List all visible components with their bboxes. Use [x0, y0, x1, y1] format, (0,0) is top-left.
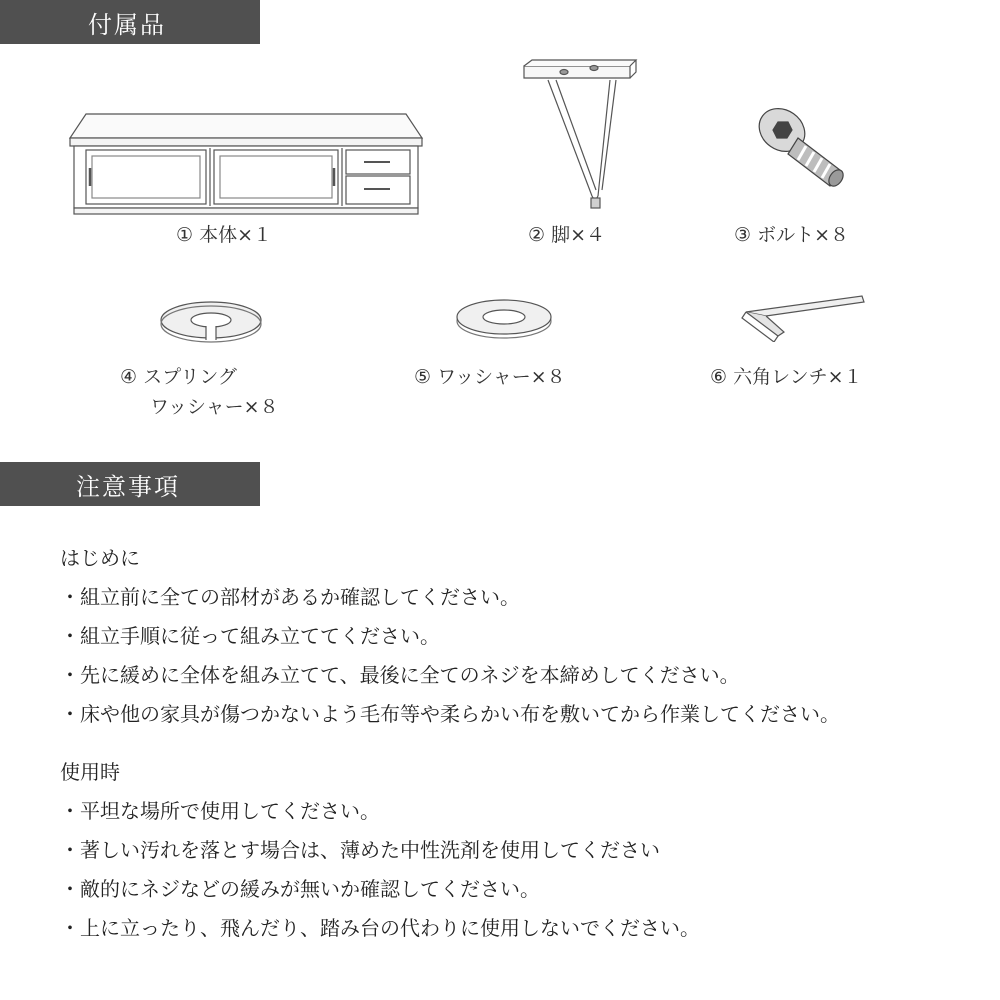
part-label-body: ① 本体×１	[176, 224, 272, 246]
spring-washer-icon	[158, 296, 264, 346]
washer-icon	[454, 296, 554, 342]
notes-body	[60, 538, 990, 948]
part-label-spring-washer	[120, 362, 279, 422]
note-item: ・先に緩めに全体を組み立てて、最後に全てのネジを本締めしてください。	[60, 663, 740, 687]
part-label-spring-washer-line1: ④ スプリング	[120, 366, 237, 388]
section-header-notes	[0, 462, 260, 506]
part-label-spring-washer-line2: ワッシャー×８	[150, 396, 279, 418]
part-label-hex-wrench: ⑥ 六角レンチ×１	[710, 366, 863, 388]
note-item: ・敵的にネジなどの緩みが無いか確認してください。	[60, 877, 540, 901]
bolt-icon	[752, 100, 862, 200]
section-title-notes: 注意事項	[76, 472, 180, 501]
hex-wrench-icon	[738, 292, 868, 342]
notes-heading-before: はじめに	[60, 546, 140, 570]
note-item: ・上に立ったり、飛んだり、踏み台の代わりに使用しないでください。	[60, 916, 700, 940]
section-header-parts	[0, 0, 260, 44]
section-title-parts: 付属品	[88, 10, 166, 39]
cabinet-icon	[68, 112, 424, 216]
part-label-leg: ② 脚×４	[528, 224, 605, 246]
note-item: ・組立前に全ての部材があるか確認してください。	[60, 585, 520, 609]
notes-heading-during: 使用時	[60, 760, 120, 784]
hairpin-leg-icon	[518, 58, 638, 214]
part-label-bolt: ③ ボルト×８	[734, 224, 849, 246]
note-item: ・床や他の家具が傷つかないよう毛布等や柔らかい布を敷いてから作業してください。	[60, 702, 840, 726]
note-item: ・組立手順に従って組み立ててください。	[60, 624, 440, 648]
note-item: ・平坦な場所で使用してください。	[60, 799, 380, 823]
note-item: ・著しい汚れを落とす場合は、薄めた中性洗剤を使用してください	[60, 838, 660, 862]
part-label-washer: ⑤ ワッシャー×８	[414, 366, 566, 388]
